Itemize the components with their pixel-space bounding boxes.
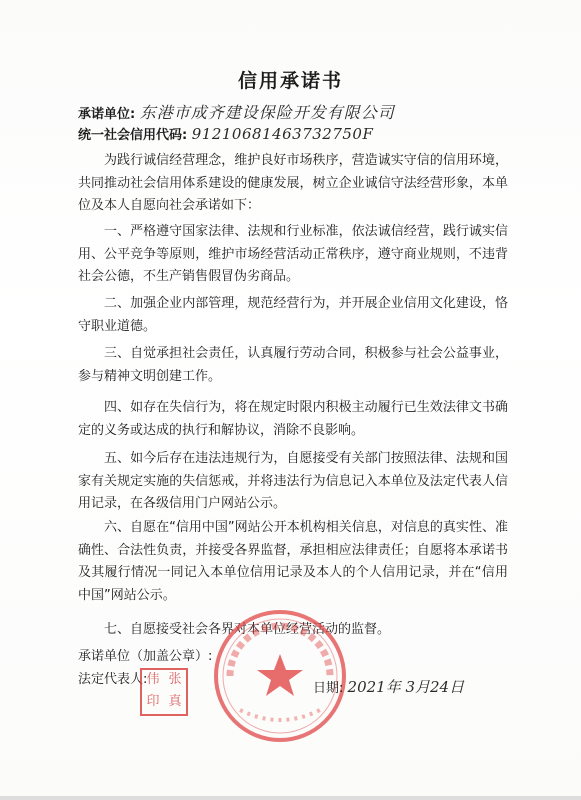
document-title: 信用承诺书 (237, 70, 343, 92)
legal-rep-label: 法定代表人: (78, 672, 148, 687)
date-field (313, 676, 464, 697)
credit-code-field (78, 124, 373, 143)
stamp-char: 真 (168, 694, 182, 709)
stamp-char: 印 (146, 694, 160, 709)
scan-edge (0, 796, 581, 800)
stamp-char: 伟 (146, 672, 160, 687)
clause-1: 一、严格遵守国家法律、法规和行业标准，依法诚信经营，践行诚实信用、公平竞争等原则，维护市场经营活动正常秩序，遵守商业规则，不违背社会公德，不生产销售假冒伪劣商品。 (78, 224, 508, 284)
unit-field (78, 100, 395, 123)
date-label: 日期: (313, 681, 344, 696)
clause-7: 七、自愿接受社会各界对本单位经营活动的监督。 (104, 622, 391, 637)
seal-star-icon (257, 654, 303, 696)
credit-code-label: 统一社会信用代码: (78, 128, 188, 143)
credit-code-handwritten: 91210681463732750F (191, 125, 374, 143)
clause-2: 二、加强企业内部管理，规范经营行为，并开展企业信用文化建设，恪守职业道德。 (78, 296, 508, 334)
unit-label: 承诺单位: (78, 107, 136, 122)
unit-name-handwritten: 东港市成齐建设保险开发有限公司 (139, 103, 395, 122)
sign-unit-label: 承诺单位（加盖公章）: (78, 649, 213, 664)
personal-name-stamp (140, 668, 188, 716)
date-handwritten: 2021年 3月24日 (347, 678, 465, 696)
clause-3: 三、自觉承担社会责任，认真履行劳动合同，积极参与社会公益事业，参与精神文明创建工作。 (78, 346, 508, 384)
clause-5: 五、如今后存在违法违规行为，自愿接受有关部门按照法律、法规和国家有关规定实施的失信惩戒，并将违法行为信息记入本单位及法定代表人信用记录，在各级信用门户网站公示。 (78, 451, 508, 511)
stamp-char: 张 (168, 672, 182, 687)
intro-paragraph: 为践行诚信经营理念，维护良好市场秩序，营造诚实守信的信用环境，共同推动社会信用体系建设的健康发展，树立企业诚信守法经营形象，本单位及本人自愿向社会承诺如下： (78, 153, 508, 213)
clause-4: 四、如存在失信行为，将在规定时限内积极主动履行已生效法律文书确定的义务或达成的执行和解协议，消除不良影响。 (78, 400, 508, 438)
clause-6: 六、自愿在“信用中国”网站公开本机构相关信息，对信息的真实性、准确性、合法性负责，并接受各界监督，承担相应法律责任；自愿将本承诺书及其履行情况一同记入本单位信用记录及本人的个人信用记录，并在“信用中国”网站公示。 (78, 520, 508, 603)
